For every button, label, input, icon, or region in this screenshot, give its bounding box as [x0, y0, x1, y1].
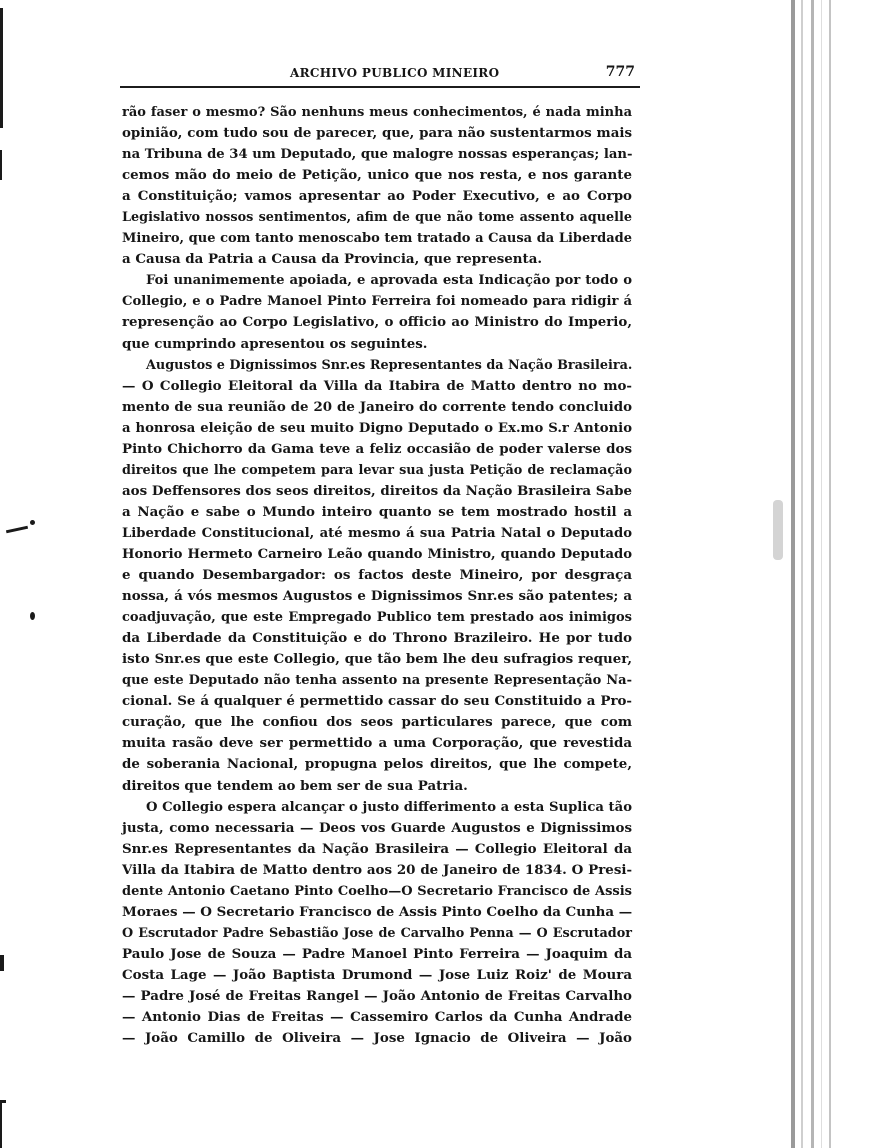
- scan-edge-band: [829, 0, 831, 1148]
- text-line: Legislativo nossos sentimentos, afim de que não tome assento aquelle: [122, 210, 632, 226]
- text-line: Mineiro, que com tanto menoscabo tem tratado a Causa da Liberdade: [122, 231, 632, 247]
- text-line: e quando Desembargador: os factos deste Mineiro, por desgraça: [122, 567, 632, 584]
- text-line: muita rasão deve ser permettido a uma Corporação, que revestida: [122, 735, 632, 752]
- text-line: direitos que lhe competem para levar sua justa Petição de reclamação: [122, 462, 632, 478]
- text-line: a Constituição; vamos apresentar ao Poder Executivo, e ao Corpo: [122, 188, 632, 205]
- text-line: direitos que tendem ao bem ser de sua Patria.: [122, 777, 468, 794]
- text-line: da Liberdade da Constituição e do Throno Brazileiro. He por tudo: [122, 630, 632, 647]
- text-line: Villa da Itabira de Matto dentro aos 20 de Janeiro de 1834. O Presi-: [122, 861, 632, 878]
- scan-edge-band: [801, 0, 803, 1148]
- text-line: Collegio, e o Padre Manoel Pinto Ferreira foi nomeado para ridigir á: [122, 294, 632, 310]
- body-text: [122, 102, 632, 1049]
- text-line: a Causa da Patria a Causa da Provincia, que representa.: [122, 251, 543, 268]
- page-number: 777: [605, 64, 635, 80]
- scan-smudge: [773, 500, 783, 560]
- text-line: coadjuvação, que este Empregado Publico tem prestado aos inimigos: [122, 610, 632, 626]
- text-line: de soberania Nacional, propugna pelos direitos, que lhe compete,: [122, 756, 632, 773]
- scan-mark: [30, 520, 35, 525]
- left-margin-scan-marks: [0, 0, 40, 1148]
- text-line: isto Snr.es que este Collegio, que tão bem lhe deu sufragios requer,: [122, 651, 632, 668]
- scan-mark: [0, 8, 3, 128]
- scan-mark: [0, 150, 2, 180]
- text-line: a honrosa eleição de seu muito Digno Deputado o Ex.mo S.r Antonio: [122, 420, 632, 436]
- text-line: — O Collegio Eleitoral da Villa da Itabira de Matto dentro no mo-: [122, 377, 632, 394]
- running-head: ARCHIVO PUBLICO MINEIRO: [290, 66, 500, 80]
- text-line: Liberdade Constitucional, até mesmo á sua Patria Natal o Deputado: [122, 525, 632, 541]
- text-line: Paulo Jose de Souza — Padre Manoel Pinto Ferreira — Joaquim da: [122, 945, 632, 962]
- text-line: — João Camillo de Oliveira — Jose Ignacio de Oliveira — João: [122, 1030, 632, 1047]
- text-line: mento de sua reunião de 20 de Janeiro do corrente tendo concluido: [122, 398, 632, 415]
- text-line: Moraes — O Secretario Francisco de Assis Pinto Coelho da Cunha —: [122, 903, 633, 920]
- text-line: na Tribuna de 34 um Deputado, que malogre nossas esperanças; lan-: [122, 147, 633, 163]
- text-line: cional. Se á qualquer é permettido cassar do seu Constituido a Pro-: [122, 693, 632, 710]
- scan-edge-band: [811, 0, 814, 1148]
- scan-mark: [30, 612, 35, 620]
- scan-mark: [0, 955, 4, 971]
- text-line: justa, como necessaria — Deos vos Guarde Augustos e Dignissimos: [122, 819, 632, 836]
- text-line: Augustos e Dignissimos Snr.es Representantes da Nação Brasileira.: [146, 357, 633, 373]
- header-rule: [120, 86, 640, 88]
- text-line: que este Deputado não tenha assento na presente Representação Na-: [122, 673, 632, 689]
- text-line: opinião, com tudo sou de parecer, que, para não sustentarmos mais: [122, 125, 632, 142]
- text-line: O Collegio espera alcançar o justo differimento a esta Suplica tão: [146, 799, 632, 815]
- text-line: rão faser o mesmo? São nenhuns meus conhecimentos, é nada minha: [122, 105, 632, 120]
- text-line: Costa Lage — João Baptista Drumond — Jose Luiz Roiz' de Moura: [122, 966, 632, 983]
- text-line: represenção ao Corpo Legislativo, o officio ao Ministro do Imperio,: [122, 314, 632, 331]
- text-line: — Antonio Dias de Freitas — Cassemiro Carlos da Cunha Andrade: [122, 1009, 632, 1026]
- text-line: — Padre José de Freitas Rangel — João Antonio de Freitas Carvalho: [122, 987, 632, 1004]
- text-line: O Escrutador Padre Sebastião Jose de Carvalho Penna — O Escrutador: [122, 925, 632, 941]
- right-scan-edge: [755, 0, 885, 1148]
- scan-edge-band: [821, 0, 822, 1148]
- text-line: a Nação e sabe o Mundo inteiro quanto se tem mostrado hostil a: [122, 503, 632, 520]
- text-line: dente Antonio Caetano Pinto Coelho—O Secretario Francisco de Assis: [122, 883, 632, 899]
- text-line: nossa, á vós mesmos Augustos e Dignissimos Snr.es são patentes; a: [122, 588, 632, 605]
- text-line: curação, que lhe confiou dos seos particulares parece, que com: [122, 714, 632, 731]
- text-line: aos Deffensores dos seos direitos, direitos da Nação Brasileira Sabe: [122, 482, 632, 499]
- text-line: cemos mão do meio de Petição, unico que nos resta, e nos garante: [122, 167, 632, 184]
- scan-mark: [0, 1100, 2, 1148]
- text-line: Honorio Hermeto Carneiro Leão quando Ministro, quando Deputado: [122, 546, 632, 562]
- text-line: Foi unanimemente apoiada, e aprovada esta Indicação por todo o: [146, 273, 632, 289]
- page-header: [120, 66, 640, 90]
- text-line: Snr.es Representantes da Nação Brasileira — Collegio Eleitoral da: [122, 840, 632, 857]
- scan-mark: [6, 526, 28, 534]
- scan-edge-band: [791, 0, 795, 1148]
- text-line: Pinto Chichorro da Gama teve a feliz occasião de poder valerse dos: [122, 440, 632, 457]
- text-line: que cumprindo apresentou os seguintes.: [122, 335, 428, 352]
